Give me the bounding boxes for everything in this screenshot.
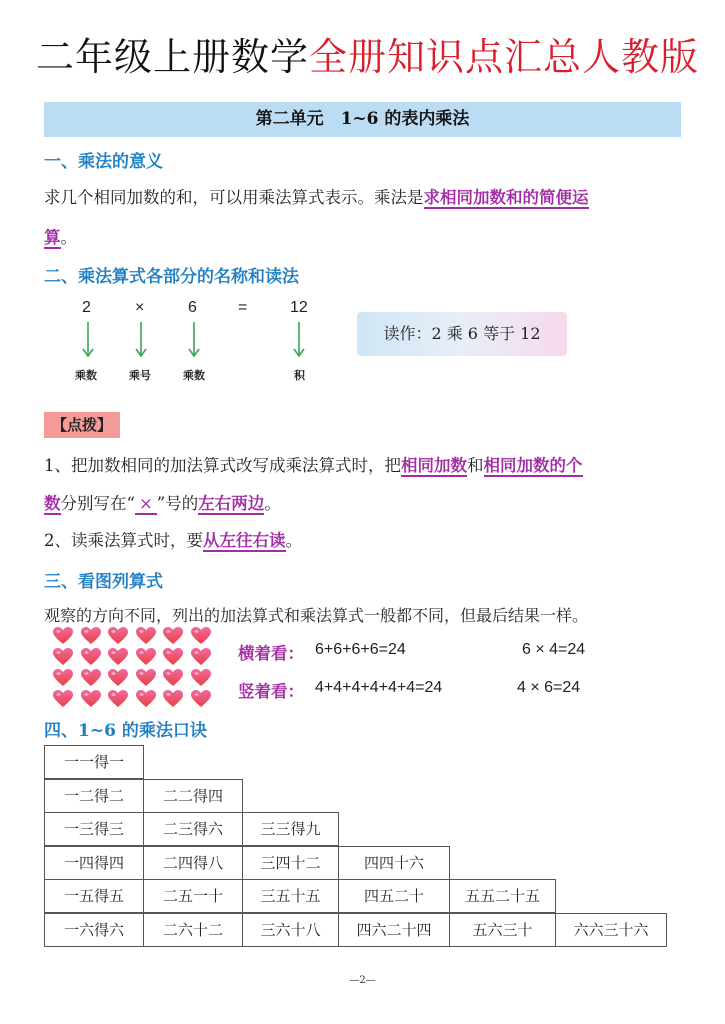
- horizontal-multiplication: 6 × 4=24: [522, 641, 586, 658]
- tip-text: 。: [285, 531, 302, 550]
- table-cell: 三三得九: [242, 812, 339, 846]
- table-cell: 四五二十: [338, 879, 450, 913]
- table-cell: 三五十五: [242, 879, 339, 913]
- term-multiplicand: 2: [82, 299, 91, 316]
- reading-box: 读作：2 乘 6 等于 12: [357, 312, 567, 356]
- tip-highlight: 从左往右读: [203, 531, 286, 550]
- section2-heading: 二、乘法算式各部分的名称和读法: [44, 267, 299, 287]
- heart-icon: [163, 627, 183, 645]
- heart-icon: [108, 627, 128, 645]
- table-cell: 一六得六: [44, 913, 144, 947]
- tip-times-sign: ×: [135, 494, 157, 515]
- tip-highlight: 相同加数的个: [483, 456, 583, 475]
- tip-text: 2、读乘法算式时，要: [44, 531, 203, 550]
- table-cell: 二二得四: [143, 779, 243, 813]
- tip-highlight: 左右两边: [198, 494, 265, 513]
- section1-text-a: 求几个相同加数的和，可以用乘法算式表示。乘法是: [44, 188, 424, 207]
- label-multiplicand: 乘数: [75, 369, 97, 382]
- vertical-multiplication: 4 × 6=24: [517, 679, 581, 696]
- heart-icon: [191, 669, 211, 687]
- heart-icon: [53, 648, 73, 666]
- heart-icon: [53, 690, 73, 708]
- tip-line3: [44, 527, 302, 551]
- heart-icon: [108, 690, 128, 708]
- section1-highlight-2: 算: [44, 228, 61, 247]
- tip-highlight: 数: [44, 494, 61, 513]
- heart-icon: [191, 627, 211, 645]
- term-equals: =: [238, 299, 248, 316]
- heart-icon: [108, 669, 128, 687]
- section1-line2: [44, 224, 77, 248]
- section4-heading: 四、1~6 的乘法口诀: [44, 721, 207, 741]
- term-times-sign: ×: [135, 299, 145, 316]
- heart-icon: [191, 648, 211, 666]
- table-cell: 一五得五: [44, 879, 144, 913]
- heart-icon: [136, 627, 156, 645]
- table-cell: 一三得三: [44, 812, 144, 846]
- table-cell: 五六三十: [449, 913, 556, 947]
- heart-icon: [136, 648, 156, 666]
- heart-icon: [81, 627, 101, 645]
- table-cell: 一二得二: [44, 779, 144, 813]
- down-arrow-icon: [187, 322, 201, 358]
- heart-icon: [136, 669, 156, 687]
- down-arrow-icon: [81, 322, 95, 358]
- table-cell: 二六十二: [143, 913, 243, 947]
- tip-text: 分别写在“: [60, 494, 135, 513]
- term-product: 12: [290, 299, 308, 316]
- title-part-2: 全册知识点汇总人教版: [309, 35, 700, 79]
- horizontal-addition: 6+6+6+6=24: [315, 641, 406, 658]
- label-product: 积: [294, 369, 305, 382]
- tip-line1: [44, 452, 583, 476]
- table-cell: 四六二十四: [338, 913, 450, 947]
- heart-icon: [81, 690, 101, 708]
- table-cell: 一四得四: [44, 846, 144, 880]
- title-part-1: 二年级上册数学: [36, 35, 310, 79]
- heart-icon: [163, 669, 183, 687]
- section1-highlight-1: 求相同加数和的简便运: [423, 188, 589, 207]
- table-cell: 六六三十六: [555, 913, 667, 947]
- heart-icon: [163, 648, 183, 666]
- heart-icon: [163, 690, 183, 708]
- section1-heading: 一、乘法的意义: [44, 152, 163, 172]
- heart-icon: [53, 627, 73, 645]
- section1-text-b: 。: [60, 228, 77, 247]
- label-times-sign: 乘号: [129, 369, 151, 382]
- label-multiplier: 乘数: [183, 369, 205, 382]
- unit-title-bar: 第二单元 1~6 的表内乘法: [44, 102, 681, 137]
- section3-text: 观察的方向不同，列出的加法算式和乘法算式一般都不同，但最后结果一样。: [44, 606, 589, 625]
- table-cell: 五五二十五: [449, 879, 556, 913]
- horizontal-label: 横着看：: [238, 644, 304, 663]
- term-multiplier: 6: [188, 299, 197, 316]
- heart-icon: [136, 690, 156, 708]
- table-cell: 一一得一: [44, 745, 144, 779]
- heart-icon: [53, 669, 73, 687]
- tip-label: 【点拨】: [44, 412, 120, 438]
- tip-highlight: 相同加数: [401, 456, 467, 475]
- page-number: —2—: [349, 975, 376, 986]
- table-cell: 二四得八: [143, 846, 243, 880]
- heart-icon: [191, 690, 211, 708]
- tip-text: ”号的: [156, 494, 199, 513]
- tip-line2: [44, 490, 281, 514]
- table-cell: 四四十六: [338, 846, 450, 880]
- tip-text: 和: [467, 456, 484, 475]
- page-title: [36, 26, 699, 81]
- heart-icon: [108, 648, 128, 666]
- tip-text: 。: [264, 494, 281, 513]
- heart-icon: [81, 648, 101, 666]
- tip-text: 1、把加数相同的加法算式改写成乘法算式时，把: [44, 456, 401, 475]
- section3-heading: 三、看图列算式: [44, 572, 163, 592]
- table-cell: 二三得六: [143, 812, 243, 846]
- heart-icon: [81, 669, 101, 687]
- table-cell: 三四十二: [242, 846, 339, 880]
- section1-line1: [44, 184, 589, 208]
- table-cell: 二五一十: [143, 879, 243, 913]
- down-arrow-icon: [134, 322, 148, 358]
- table-cell: 三六十八: [242, 913, 339, 947]
- vertical-addition: 4+4+4+4+4+4=24: [315, 679, 443, 696]
- vertical-label: 竖着看：: [238, 682, 304, 701]
- down-arrow-icon: [292, 322, 306, 358]
